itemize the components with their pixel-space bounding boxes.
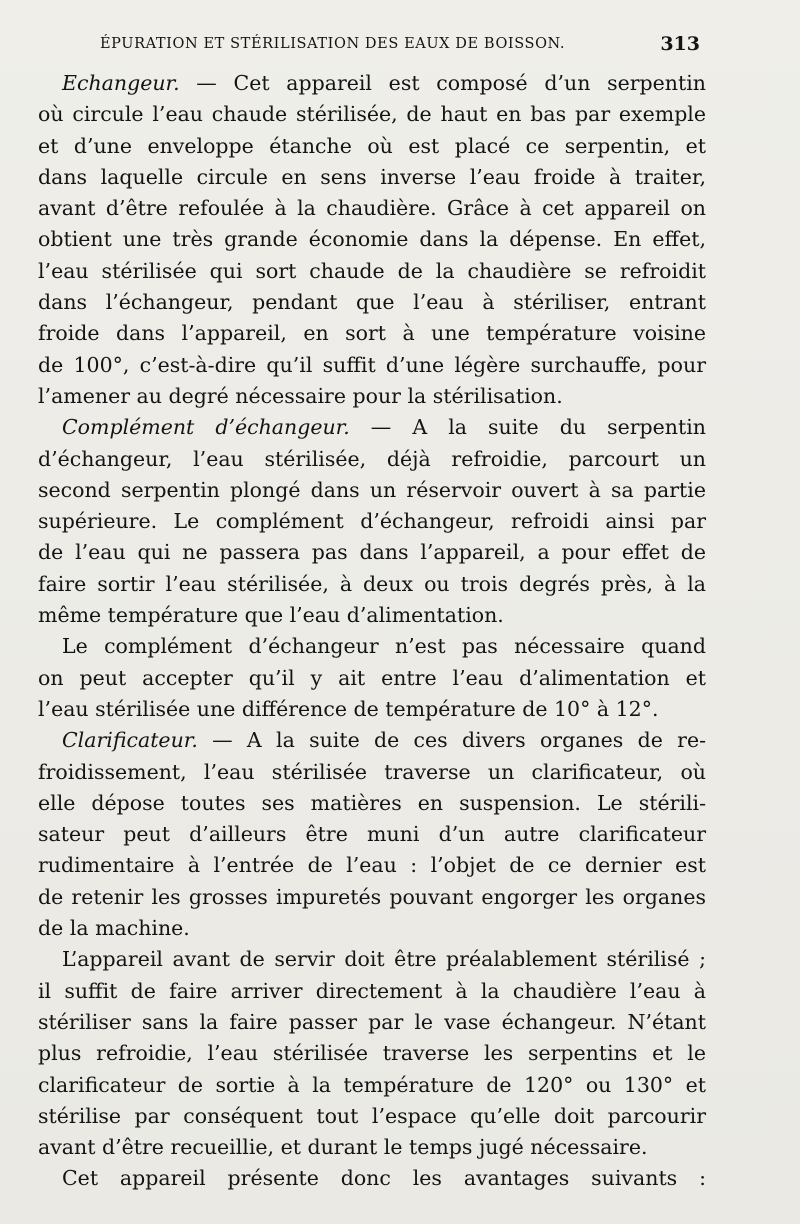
text-line: de retenir les grosses impuretés pouvant engorger les organes — [38, 884, 706, 909]
text-line: de 100°, c’est-à-dire qu’il suffit d’une légère surchauffe, pour — [38, 352, 706, 377]
text-line: Echangeur. — Cet appareil est composé d’un serpentin — [62, 71, 706, 95]
running-head — [40, 33, 700, 58]
text-line: avant d’être refoulée à la chaudière. Grâce à cet appareil on — [38, 196, 706, 221]
text-line: de la machine. — [38, 916, 190, 941]
text-line: l’eau stérilisée qui sort chaude de la chaudière se refroidit — [38, 258, 706, 283]
text-line: Le complément d’échangeur n’est pas nécessaire quand — [62, 634, 706, 659]
text-line: et d’une enveloppe étanche où est placé ce serpentin, et — [38, 133, 706, 158]
body-text — [38, 68, 706, 1195]
text-line: froidissement, l’eau stérilisée traverse un clarificateur, où — [38, 759, 706, 784]
text-line: où circule l’eau chaude stérilisée, de haut en bas par exemple — [38, 102, 706, 127]
text-line: l’amener au degré nécessaire pour la stérilisation. — [38, 383, 563, 408]
text-line: rudimentaire à l’entrée de l’eau : l’objet de ce dernier est — [38, 853, 706, 878]
text-line: clarificateur de sortie à la température de 120° ou 130° et — [38, 1072, 706, 1097]
text-line: de l’eau qui ne passera pas dans l’appareil, a pour effet de — [38, 540, 706, 565]
text-line: plus refroidie, l’eau stérilisée traverse les serpentins et le — [38, 1041, 706, 1066]
text-line: Clarificateur. — A la suite de ces divers organes de re- — [62, 728, 706, 753]
text-line: sateur peut d’ailleurs être muni d’un autre clarificateur — [38, 822, 706, 847]
text-line: Complément d’échangeur. — A la suite du serpentin — [62, 415, 706, 440]
text-line: dans l’échangeur, pendant que l’eau à stériliser, entrant — [38, 290, 706, 315]
text-line: faire sortir l’eau stérilisée, à deux ou trois degrés près, à la — [38, 571, 706, 596]
running-title: ÉPURATION ET STÉRILISATION DES EAUX DE BOISSON. — [100, 36, 566, 52]
text-line: on peut accepter qu’il y ait entre l’eau d’alimentation et — [38, 665, 706, 690]
text-line: stériliser sans la faire passer par le vase échangeur. N’étant — [38, 1009, 706, 1034]
text-line: second serpentin plongé dans un réservoir ouvert à sa partie — [38, 477, 706, 502]
text-line: l’eau stérilisée une différence de température de 10° à 12°. — [38, 696, 659, 721]
text-line: obtient une très grande économie dans la dépense. En effet, — [38, 227, 706, 252]
text-line: Cet appareil présente donc les avantages suivants : — [62, 1166, 706, 1191]
text-line: d’échangeur, l’eau stérilisée, déjà refroidie, parcourt un — [38, 446, 706, 471]
text-line: L’appareil avant de servir doit être préalablement stérilisé ; — [62, 947, 706, 972]
text-line: il suffit de faire arriver directement à la chaudière l’eau à — [38, 978, 706, 1003]
text-line: supérieure. Le complément d’échangeur, refroidi ainsi par — [38, 509, 706, 534]
text-line: dans laquelle circule en sens inverse l’eau froide à traiter, — [38, 164, 706, 189]
text-line: stérilise par conséquent tout l’espace qu’elle doit parcourir — [38, 1103, 706, 1128]
text-line: froide dans l’appareil, en sort à une température voisine — [38, 321, 706, 346]
page-number: 313 — [660, 33, 700, 55]
text-line: avant d’être recueillie, et durant le temps jugé nécessaire. — [38, 1135, 648, 1160]
text-line: même température que l’eau d’alimentation. — [38, 603, 504, 628]
text-line: elle dépose toutes ses matières en suspension. Le stérili- — [38, 790, 706, 815]
